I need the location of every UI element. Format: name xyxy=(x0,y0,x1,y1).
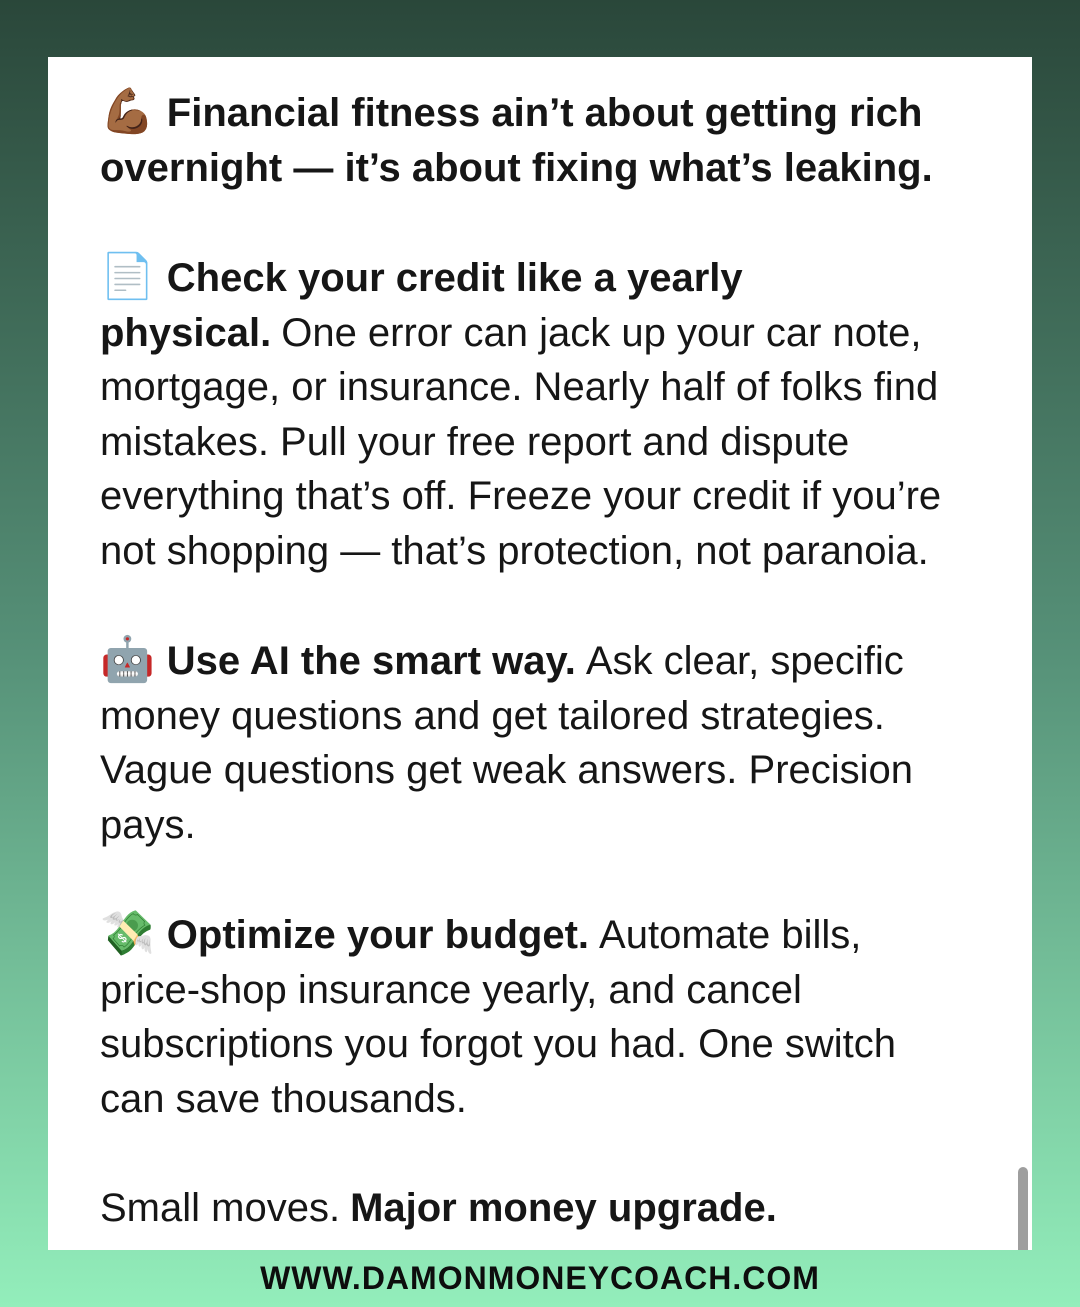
paragraph-budget xyxy=(100,907,952,1126)
post-card xyxy=(48,57,1032,1250)
paragraph-ai-body: Ask clear, specific money questions and get tailored strategies. Vague questions get weak answers. Precision pays. xyxy=(100,639,914,847)
paragraph-hook-bold: Financial fitness ain’t about getting rich overnight — it’s about fixing what’s leaking. xyxy=(100,91,933,190)
paragraph-budget-bold: Optimize your budget. xyxy=(166,913,590,957)
money-with-wings-emoji: 💸 xyxy=(100,909,155,958)
footer-bar xyxy=(0,1250,1080,1307)
paragraph-credit xyxy=(100,250,952,578)
page-facing-up-emoji: 📄 xyxy=(100,252,155,301)
paragraph-ai xyxy=(100,633,952,852)
paragraph-hook xyxy=(100,85,952,195)
robot-emoji: 🤖 xyxy=(100,635,155,684)
flexed-biceps-emoji: 💪🏾 xyxy=(100,87,155,136)
paragraph-ai-bold: Use AI the smart way. xyxy=(166,639,576,683)
website-url: WWW.DAMONMONEYCOACH.COM xyxy=(260,1260,820,1296)
paragraph-credit-bold: Check your credit like a yearly physical. xyxy=(100,256,743,355)
closing-regular: Small moves. xyxy=(100,1186,341,1230)
closing-line xyxy=(100,1181,952,1236)
paragraph-credit-body: One error can jack up your car note, mortgage, or insurance. Nearly half of folks find mistakes. Pull your free report and dispute everything that’s off. Freeze your credit if you’re not shopping — that’s protection, not paranoia. xyxy=(100,310,942,573)
post-text xyxy=(48,57,1032,1236)
paragraph-budget-body: Automate bills, price-shop insurance yearly, and cancel subscriptions you forgot you had. One switch can save thousands. xyxy=(100,913,896,1121)
scrollbar-thumb[interactable] xyxy=(1018,1167,1028,1250)
closing-bold: Major money upgrade. xyxy=(350,1186,777,1230)
